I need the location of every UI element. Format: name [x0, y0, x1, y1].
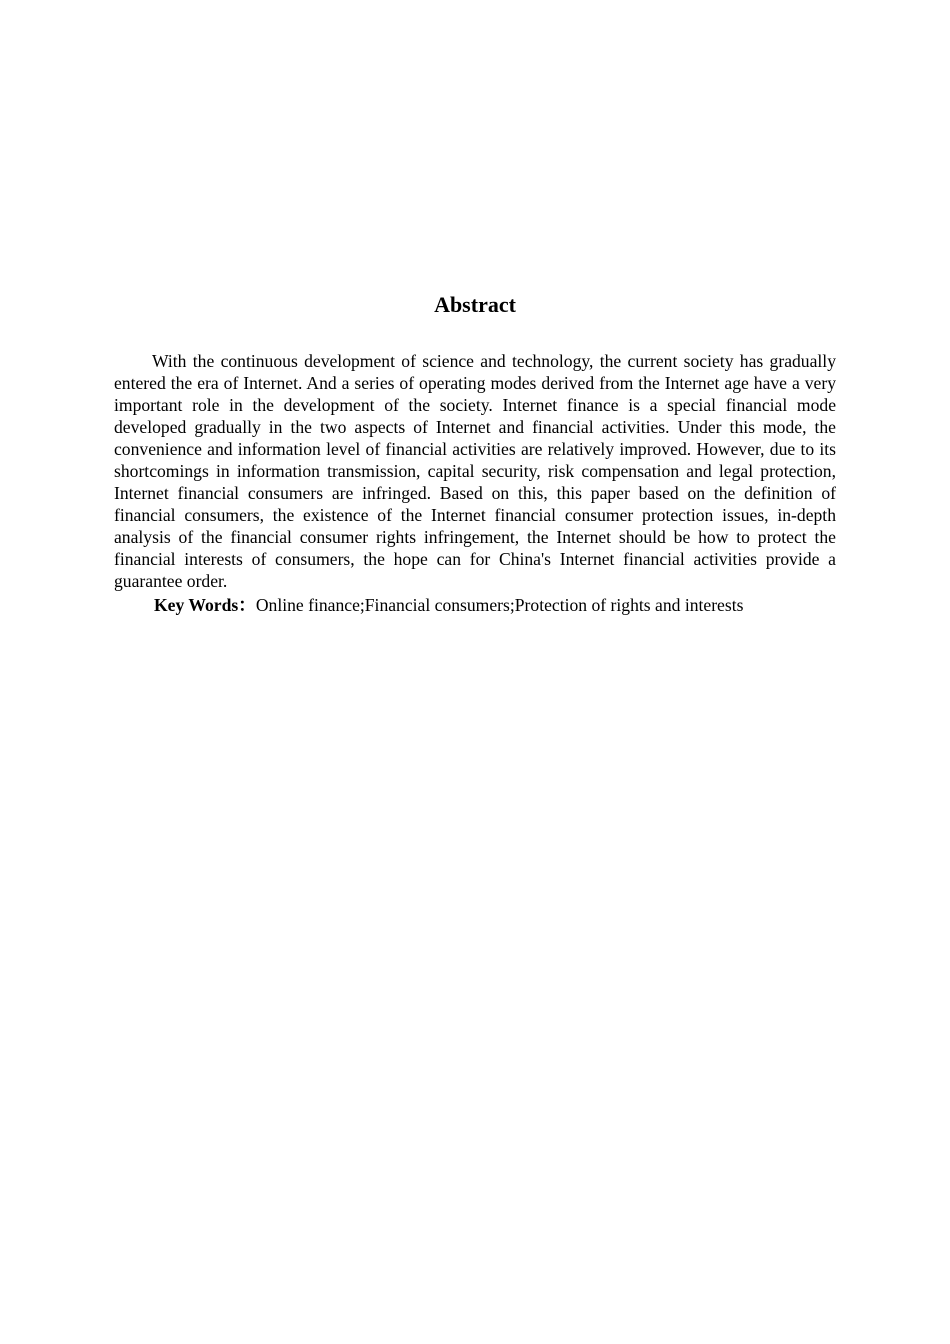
abstract-body: With the continuous development of science and technology, the current society has gradually entered the era of Internet. And a series of operating modes derived from the Internet age have a very important role in the development of the society. Internet finance is a special financial mode developed gradually in the two aspects of Internet and financial activities. Under this mode, the convenience and information level of financial activities are relatively improved. However, due to its shortcomings in information transmission, capital security, risk compensation and legal protection, Internet financial consumers are infringed. Based on this, this paper based on the definition of financial consumers, the existence of the Internet financial consumer protection issues, in-depth analysis of the financial consumer rights infringement, the Internet should be how to protect the financial interests of consumers, the hope can for China's Internet financial activities provide a guarantee order.	[114, 351, 836, 591]
keywords-line	[114, 594, 836, 616]
abstract-title: Abstract	[434, 292, 516, 317]
keywords-label: Key Words：	[154, 595, 256, 615]
keywords-text: Online finance;Financial consumers;Protection of rights and interests	[255, 595, 744, 615]
